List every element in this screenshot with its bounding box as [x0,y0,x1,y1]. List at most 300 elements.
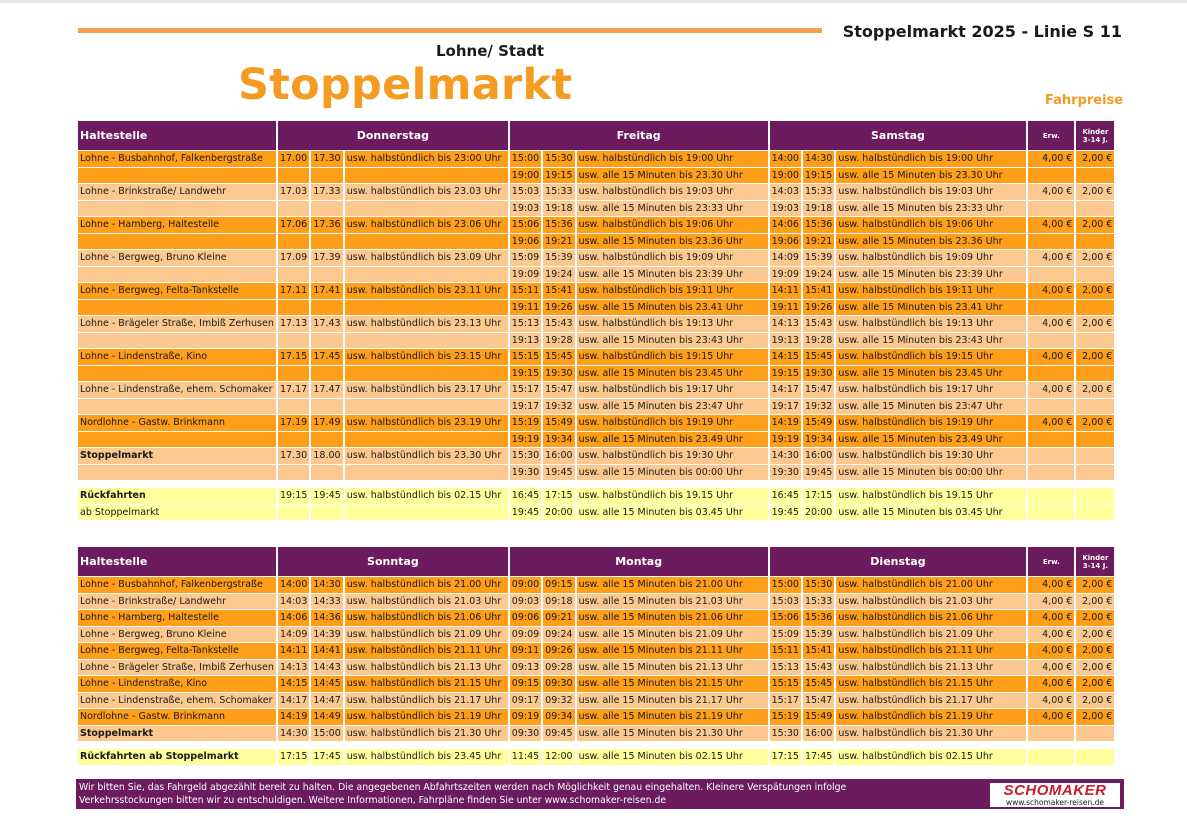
timetable-thursday-saturday [76,120,1116,521]
day1-second [311,465,342,481]
day2-note: usw. alle 15 Minuten bis 21.03 Uhr [577,594,768,610]
day3-second: 15:45 [803,349,834,365]
table-row [78,217,1114,233]
day3-second: 19:32 [803,399,834,415]
day2-second: 09:26 [543,643,574,659]
day1-first: 14:09 [278,627,309,643]
day1-note [345,432,508,448]
day2-second: 09:21 [543,610,574,626]
day3-note: usw. alle 15 Minuten bis 23:33 Uhr [836,201,1026,217]
child-fare [1076,488,1114,504]
day2-note: usw. halbstündlich bis 19:06 Uhr [577,217,768,233]
stop-name: Rückfahrten ab Stoppelmarkt [78,749,276,765]
day1-note: usw. halbstündlich bis 23:00 Uhr [345,151,508,167]
adult-fare: 4,00 € [1028,709,1074,725]
day1-first [278,505,309,521]
stop-name: Lohne - Brinkstraße/ Landwehr [78,184,276,200]
day2-note: usw. alle 15 Minuten bis 21.11 Uhr [577,643,768,659]
day3-first: 17:15 [770,749,801,765]
day1-second: 17.45 [311,349,342,365]
adult-fare: 4,00 € [1028,594,1074,610]
day1-second: 17.41 [311,283,342,299]
table-row [78,316,1114,332]
day3-first: 14:19 [770,415,801,431]
day2-note: usw. halbstündlich bis 19:09 Uhr [577,250,768,266]
table-row [78,333,1114,349]
child-fare: 2,00 € [1076,627,1114,643]
day1-first [278,333,309,349]
day1-second: 17.30 [311,151,342,167]
day3-first: 15:11 [770,643,801,659]
day3-second: 19:30 [803,366,834,382]
day3-first: 19:00 [770,168,801,184]
day1-note [345,505,508,521]
day3-first: 15:06 [770,610,801,626]
child-fare [1076,333,1114,349]
stop-name: Nordlohne - Gastw. Brinkmann [78,709,276,725]
day2-second: 19:21 [543,234,574,250]
child-fare: 2,00 € [1076,594,1114,610]
day3-second: 15:43 [803,660,834,676]
day3-note: usw. halbstündlich bis 19:03 Uhr [836,184,1026,200]
day3-second: 15:41 [803,643,834,659]
day2-second: 19:32 [543,399,574,415]
table-row [78,415,1114,431]
day2-note: usw. halbstündlich bis 19:03 Uhr [577,184,768,200]
day3-note: usw. halbstündlich bis 21.15 Uhr [836,676,1026,692]
header-day-saturday: Samstag [770,121,1027,150]
day1-first: 14:15 [278,676,309,692]
table-row [78,300,1114,316]
day1-note [345,201,508,217]
day3-first: 19:06 [770,234,801,250]
table-row [78,184,1114,200]
day2-first: 19:00 [510,168,541,184]
day2-note: usw. halbstündlich bis 19:11 Uhr [577,283,768,299]
day3-note: usw. halbstündlich bis 21.00 Uhr [836,577,1026,593]
day1-second: 17:45 [311,749,342,765]
day2-second: 19:15 [543,168,574,184]
day3-first: 19:17 [770,399,801,415]
day2-first: 19:15 [510,366,541,382]
table-row [78,250,1114,266]
day3-note: usw. alle 15 Minuten bis 23:39 Uhr [836,267,1026,283]
day3-first: 14:15 [770,349,801,365]
day1-second: 14:36 [311,610,342,626]
adult-fare: 4,00 € [1028,151,1074,167]
table-row [78,349,1114,365]
stop-name: Lohne - Bergweg, Bruno Kleine [78,627,276,643]
footer-line-1: Wir bitten Sie, das Fahrgeld abgezählt bereit zu halten. Die angegebenen Abfahrtszeiten werden nach Möglichkeit genau eingehalten. Kleinere Verspätungen infolge [79,782,847,793]
day3-second: 19:34 [803,432,834,448]
day1-note [345,366,508,382]
day3-note: usw. halbstündlich bis 19:11 Uhr [836,283,1026,299]
day2-second: 19:34 [543,432,574,448]
day1-first [278,300,309,316]
day1-second: 14:30 [311,577,342,593]
day2-first: 15:19 [510,415,541,431]
day1-note: usw. halbstündlich bis 21.09 Uhr [345,627,508,643]
day1-second: 14:45 [311,676,342,692]
day3-second: 19:28 [803,333,834,349]
header-adult-fare: Erw. [1028,121,1074,150]
child-fare: 2,00 € [1076,151,1114,167]
day1-note [345,300,508,316]
day1-first: 14:19 [278,709,309,725]
day1-note [345,234,508,250]
table-row [78,660,1114,676]
adult-fare: 4,00 € [1028,610,1074,626]
child-fare [1076,399,1114,415]
stop-name: Lohne - Lindenstraße, ehem. Schomaker [78,693,276,709]
day3-first: 15:09 [770,627,801,643]
day3-second: 14:30 [803,151,834,167]
child-fare: 2,00 € [1076,610,1114,626]
header-day-friday: Freitag [510,121,768,150]
day3-second: 15:33 [803,184,834,200]
day2-note: usw. alle 15 Minuten bis 23.49 Uhr [577,432,768,448]
day2-note: usw. halbstündlich bis 19:17 Uhr [577,382,768,398]
day1-second: 17.39 [311,250,342,266]
day3-note: usw. halbstündlich bis 19:19 Uhr [836,415,1026,431]
day1-note: usw. halbstündlich bis 21.17 Uhr [345,693,508,709]
day3-second: 19:45 [803,465,834,481]
day3-note: usw. halbstündlich bis 19:09 Uhr [836,250,1026,266]
day1-note [345,465,508,481]
day2-first: 11:45 [510,749,541,765]
orange-rule [78,28,822,33]
stop-name [78,399,276,415]
adult-fare [1028,168,1074,184]
day2-note: usw. halbstündlich bis 19:19 Uhr [577,415,768,431]
day2-second: 15:33 [543,184,574,200]
day2-second: 09:45 [543,726,574,742]
header-child-fare: Kinder 3-14 J. [1076,547,1114,576]
child-fare: 2,00 € [1076,643,1114,659]
day2-first: 09:03 [510,594,541,610]
day3-first: 15:03 [770,594,801,610]
stop-name: Lohne - Hamberg, Haltestelle [78,217,276,233]
stop-name [78,168,276,184]
stop-name [78,366,276,382]
day3-note: usw. alle 15 Minuten bis 23:47 Uhr [836,399,1026,415]
header-day-thursday: Donnerstag [278,121,508,150]
day1-first: 14:11 [278,643,309,659]
adult-fare [1028,488,1074,504]
day2-note: usw. halbstündlich bis 19:15 Uhr [577,349,768,365]
day2-second: 09:30 [543,676,574,692]
adult-fare: 4,00 € [1028,283,1074,299]
table-row [78,726,1114,742]
child-fare [1076,749,1114,765]
stop-name: Lohne - Bergweg, Felta-Tankstelle [78,283,276,299]
adult-fare: 4,00 € [1028,415,1074,431]
day2-note: usw. alle 15 Minuten bis 23.41 Uhr [577,300,768,316]
adult-fare [1028,726,1074,742]
day2-first: 15:00 [510,151,541,167]
day1-second: 14:47 [311,693,342,709]
stop-name: Lohne - Bergweg, Bruno Kleine [78,250,276,266]
day2-note: usw. alle 15 Minuten bis 23:43 Uhr [577,333,768,349]
day3-first: 14:17 [770,382,801,398]
day1-second: 17.49 [311,415,342,431]
day3-first: 19:13 [770,333,801,349]
child-fare [1076,448,1114,464]
adult-fare: 4,00 € [1028,382,1074,398]
day2-note: usw. halbstündlich bis 19.15 Uhr [577,488,768,504]
day1-note [345,267,508,283]
day3-note: usw. halbstündlich bis 19:00 Uhr [836,151,1026,167]
day2-first: 19:17 [510,399,541,415]
table-row [78,168,1114,184]
day2-second: 15:45 [543,349,574,365]
day3-first: 19:03 [770,201,801,217]
day2-first: 15:30 [510,448,541,464]
day2-second: 19:26 [543,300,574,316]
day3-second: 20:00 [803,505,834,521]
child-fare: 2,00 € [1076,382,1114,398]
day2-first: 19:09 [510,267,541,283]
adult-fare [1028,465,1074,481]
day2-first: 15:03 [510,184,541,200]
day1-note: usw. halbstündlich bis 23.19 Uhr [345,415,508,431]
day1-note: usw. halbstündlich bis 21.13 Uhr [345,660,508,676]
adult-fare [1028,300,1074,316]
day1-second [311,432,342,448]
day3-second: 19:21 [803,234,834,250]
day1-note: usw. halbstündlich bis 23.45 Uhr [345,749,508,765]
day3-second: 15:49 [803,415,834,431]
day3-second: 15:47 [803,382,834,398]
day3-note: usw. halbstündlich bis 21.11 Uhr [836,643,1026,659]
day2-note: usw. alle 15 Minuten bis 21.00 Uhr [577,577,768,593]
stop-name: Stoppelmarkt [78,448,276,464]
day1-second [311,300,342,316]
day1-note: usw. halbstündlich bis 23.03 Uhr [345,184,508,200]
adult-fare: 4,00 € [1028,643,1074,659]
day2-second: 09:34 [543,709,574,725]
day2-note: usw. alle 15 Minuten bis 21.13 Uhr [577,660,768,676]
day1-first [278,366,309,382]
day2-note: usw. alle 15 Minuten bis 00:00 Uhr [577,465,768,481]
table-row [78,151,1114,167]
day1-note [345,333,508,349]
child-fare [1076,432,1114,448]
day1-note: usw. halbstündlich bis 23.30 Uhr [345,448,508,464]
table-row [78,382,1114,398]
day3-note: usw. halbstündlich bis 19:06 Uhr [836,217,1026,233]
day1-first: 19:15 [278,488,309,504]
day2-second: 15:39 [543,250,574,266]
day3-note: usw. alle 15 Minuten bis 03.45 Uhr [836,505,1026,521]
document-title: Stoppelmarkt 2025 - Linie S 11 [842,22,1122,41]
day3-first: 15:30 [770,726,801,742]
day1-second: 17.47 [311,382,342,398]
day3-note: usw. halbstündlich bis 19:15 Uhr [836,349,1026,365]
day2-note: usw. alle 15 Minuten bis 21.06 Uhr [577,610,768,626]
day3-second: 15:43 [803,316,834,332]
child-fare [1076,201,1114,217]
day3-first: 14:30 [770,448,801,464]
day1-second [311,333,342,349]
top-border [0,0,1187,3]
day1-first [278,267,309,283]
adult-fare: 4,00 € [1028,693,1074,709]
subtitle: Lohne/ Stadt [436,42,545,60]
adult-fare [1028,399,1074,415]
day2-first: 19:03 [510,201,541,217]
child-fare: 2,00 € [1076,184,1114,200]
day3-first: 14:11 [770,283,801,299]
day2-second: 09:32 [543,693,574,709]
day2-second: 19:18 [543,201,574,217]
day1-first: 17.17 [278,382,309,398]
day2-first: 15:13 [510,316,541,332]
child-fare: 2,00 € [1076,660,1114,676]
header-day-sunday: Sonntag [278,547,508,576]
day1-note: usw. halbstündlich bis 21.30 Uhr [345,726,508,742]
day1-first: 17.03 [278,184,309,200]
day3-first: 14:09 [770,250,801,266]
day1-first: 17.15 [278,349,309,365]
table-row [78,283,1114,299]
child-fare [1076,267,1114,283]
child-fare: 2,00 € [1076,349,1114,365]
child-fare: 2,00 € [1076,283,1114,299]
day3-first: 19:45 [770,505,801,521]
day1-first: 14:03 [278,594,309,610]
day3-note: usw. alle 15 Minuten bis 23.30 Uhr [836,168,1026,184]
day3-first: 19:11 [770,300,801,316]
day1-second [311,201,342,217]
day3-second: 15:39 [803,250,834,266]
child-fare: 2,00 € [1076,676,1114,692]
header-day-monday: Montag [510,547,768,576]
adult-fare [1028,267,1074,283]
adult-fare [1028,749,1074,765]
child-fare: 2,00 € [1076,709,1114,725]
day1-second: 17.43 [311,316,342,332]
day3-note: usw. halbstündlich bis 21.03 Uhr [836,594,1026,610]
child-fare [1076,234,1114,250]
day3-second: 15:36 [803,217,834,233]
day3-second: 16:00 [803,448,834,464]
day2-first: 09:17 [510,693,541,709]
day3-note: usw. halbstündlich bis 21.06 Uhr [836,610,1026,626]
day3-second: 15:45 [803,676,834,692]
day3-second: 15:49 [803,709,834,725]
return-row [78,505,1114,521]
adult-fare: 4,00 € [1028,250,1074,266]
day1-first [278,432,309,448]
day2-second: 15:30 [543,151,574,167]
day2-second: 09:15 [543,577,574,593]
day1-note: usw. halbstündlich bis 21.06 Uhr [345,610,508,626]
header-stop: Haltestelle [78,121,276,150]
day1-first: 17.00 [278,151,309,167]
adult-fare: 4,00 € [1028,184,1074,200]
day2-first: 09:13 [510,660,541,676]
day1-second [311,505,342,521]
day2-first: 15:15 [510,349,541,365]
table-row [78,676,1114,692]
stop-name: Lohne - Brägeler Straße, Imbiß Zerhusen [78,660,276,676]
adult-fare [1028,366,1074,382]
child-fare: 2,00 € [1076,693,1114,709]
day1-second [311,234,342,250]
day3-second: 15:36 [803,610,834,626]
day2-second: 16:00 [543,448,574,464]
day2-second: 15:36 [543,217,574,233]
day1-first: 17.06 [278,217,309,233]
day3-note: usw. halbstündlich bis 21.19 Uhr [836,709,1026,725]
day3-first: 19:09 [770,267,801,283]
stop-name [78,201,276,217]
stop-name [78,465,276,481]
day2-second: 09:18 [543,594,574,610]
header-day-tuesday: Dienstag [770,547,1027,576]
stop-name: Rückfahrten [78,488,276,504]
header-stop: Haltestelle [78,547,276,576]
day3-note: usw. halbstündlich bis 21.30 Uhr [836,726,1026,742]
adult-fare [1028,333,1074,349]
day2-note: usw. halbstündlich bis 19:00 Uhr [577,151,768,167]
day3-note: usw. halbstündlich bis 19:30 Uhr [836,448,1026,464]
day2-second: 15:47 [543,382,574,398]
day3-first: 14:06 [770,217,801,233]
day3-first: 16:45 [770,488,801,504]
day1-first: 17:15 [278,749,309,765]
day3-note: usw. alle 15 Minuten bis 00:00 Uhr [836,465,1026,481]
day1-second: 14:41 [311,643,342,659]
day2-first: 19:19 [510,432,541,448]
day2-note: usw. halbstündlich bis 19:13 Uhr [577,316,768,332]
adult-fare [1028,432,1074,448]
day1-second: 14:39 [311,627,342,643]
adult-fare: 4,00 € [1028,349,1074,365]
stop-name: Lohne - Busbahnhof, Falkenbergstraße [78,151,276,167]
day2-second: 09:28 [543,660,574,676]
day2-second: 12:00 [543,749,574,765]
day3-note: usw. halbstündlich bis 19:13 Uhr [836,316,1026,332]
stop-name [78,432,276,448]
adult-fare [1028,505,1074,521]
day1-first [278,201,309,217]
return-row [78,488,1114,504]
day1-first: 14:17 [278,693,309,709]
day1-note: usw. halbstündlich bis 23.15 Uhr [345,349,508,365]
footer-notice [76,779,1124,809]
day3-first: 14:00 [770,151,801,167]
logo-url: www.schomaker-reisen.de [1005,798,1105,807]
day2-second: 19:28 [543,333,574,349]
day1-note: usw. halbstündlich bis 23.11 Uhr [345,283,508,299]
day1-first: 14:13 [278,660,309,676]
table-row [78,465,1114,481]
day1-first [278,465,309,481]
day2-note: usw. alle 15 Minuten bis 21.09 Uhr [577,627,768,643]
day2-note: usw. halbstündlich bis 19:30 Uhr [577,448,768,464]
day2-second: 15:43 [543,316,574,332]
day1-first: 17.19 [278,415,309,431]
day3-first: 19:19 [770,432,801,448]
day2-second: 15:49 [543,415,574,431]
stop-name: ab Stoppelmarkt [78,505,276,521]
day1-first: 17.30 [278,448,309,464]
day3-note: usw. alle 15 Minuten bis 23.45 Uhr [836,366,1026,382]
stop-name [78,300,276,316]
stop-name: Lohne - Brinkstraße/ Landwehr [78,594,276,610]
